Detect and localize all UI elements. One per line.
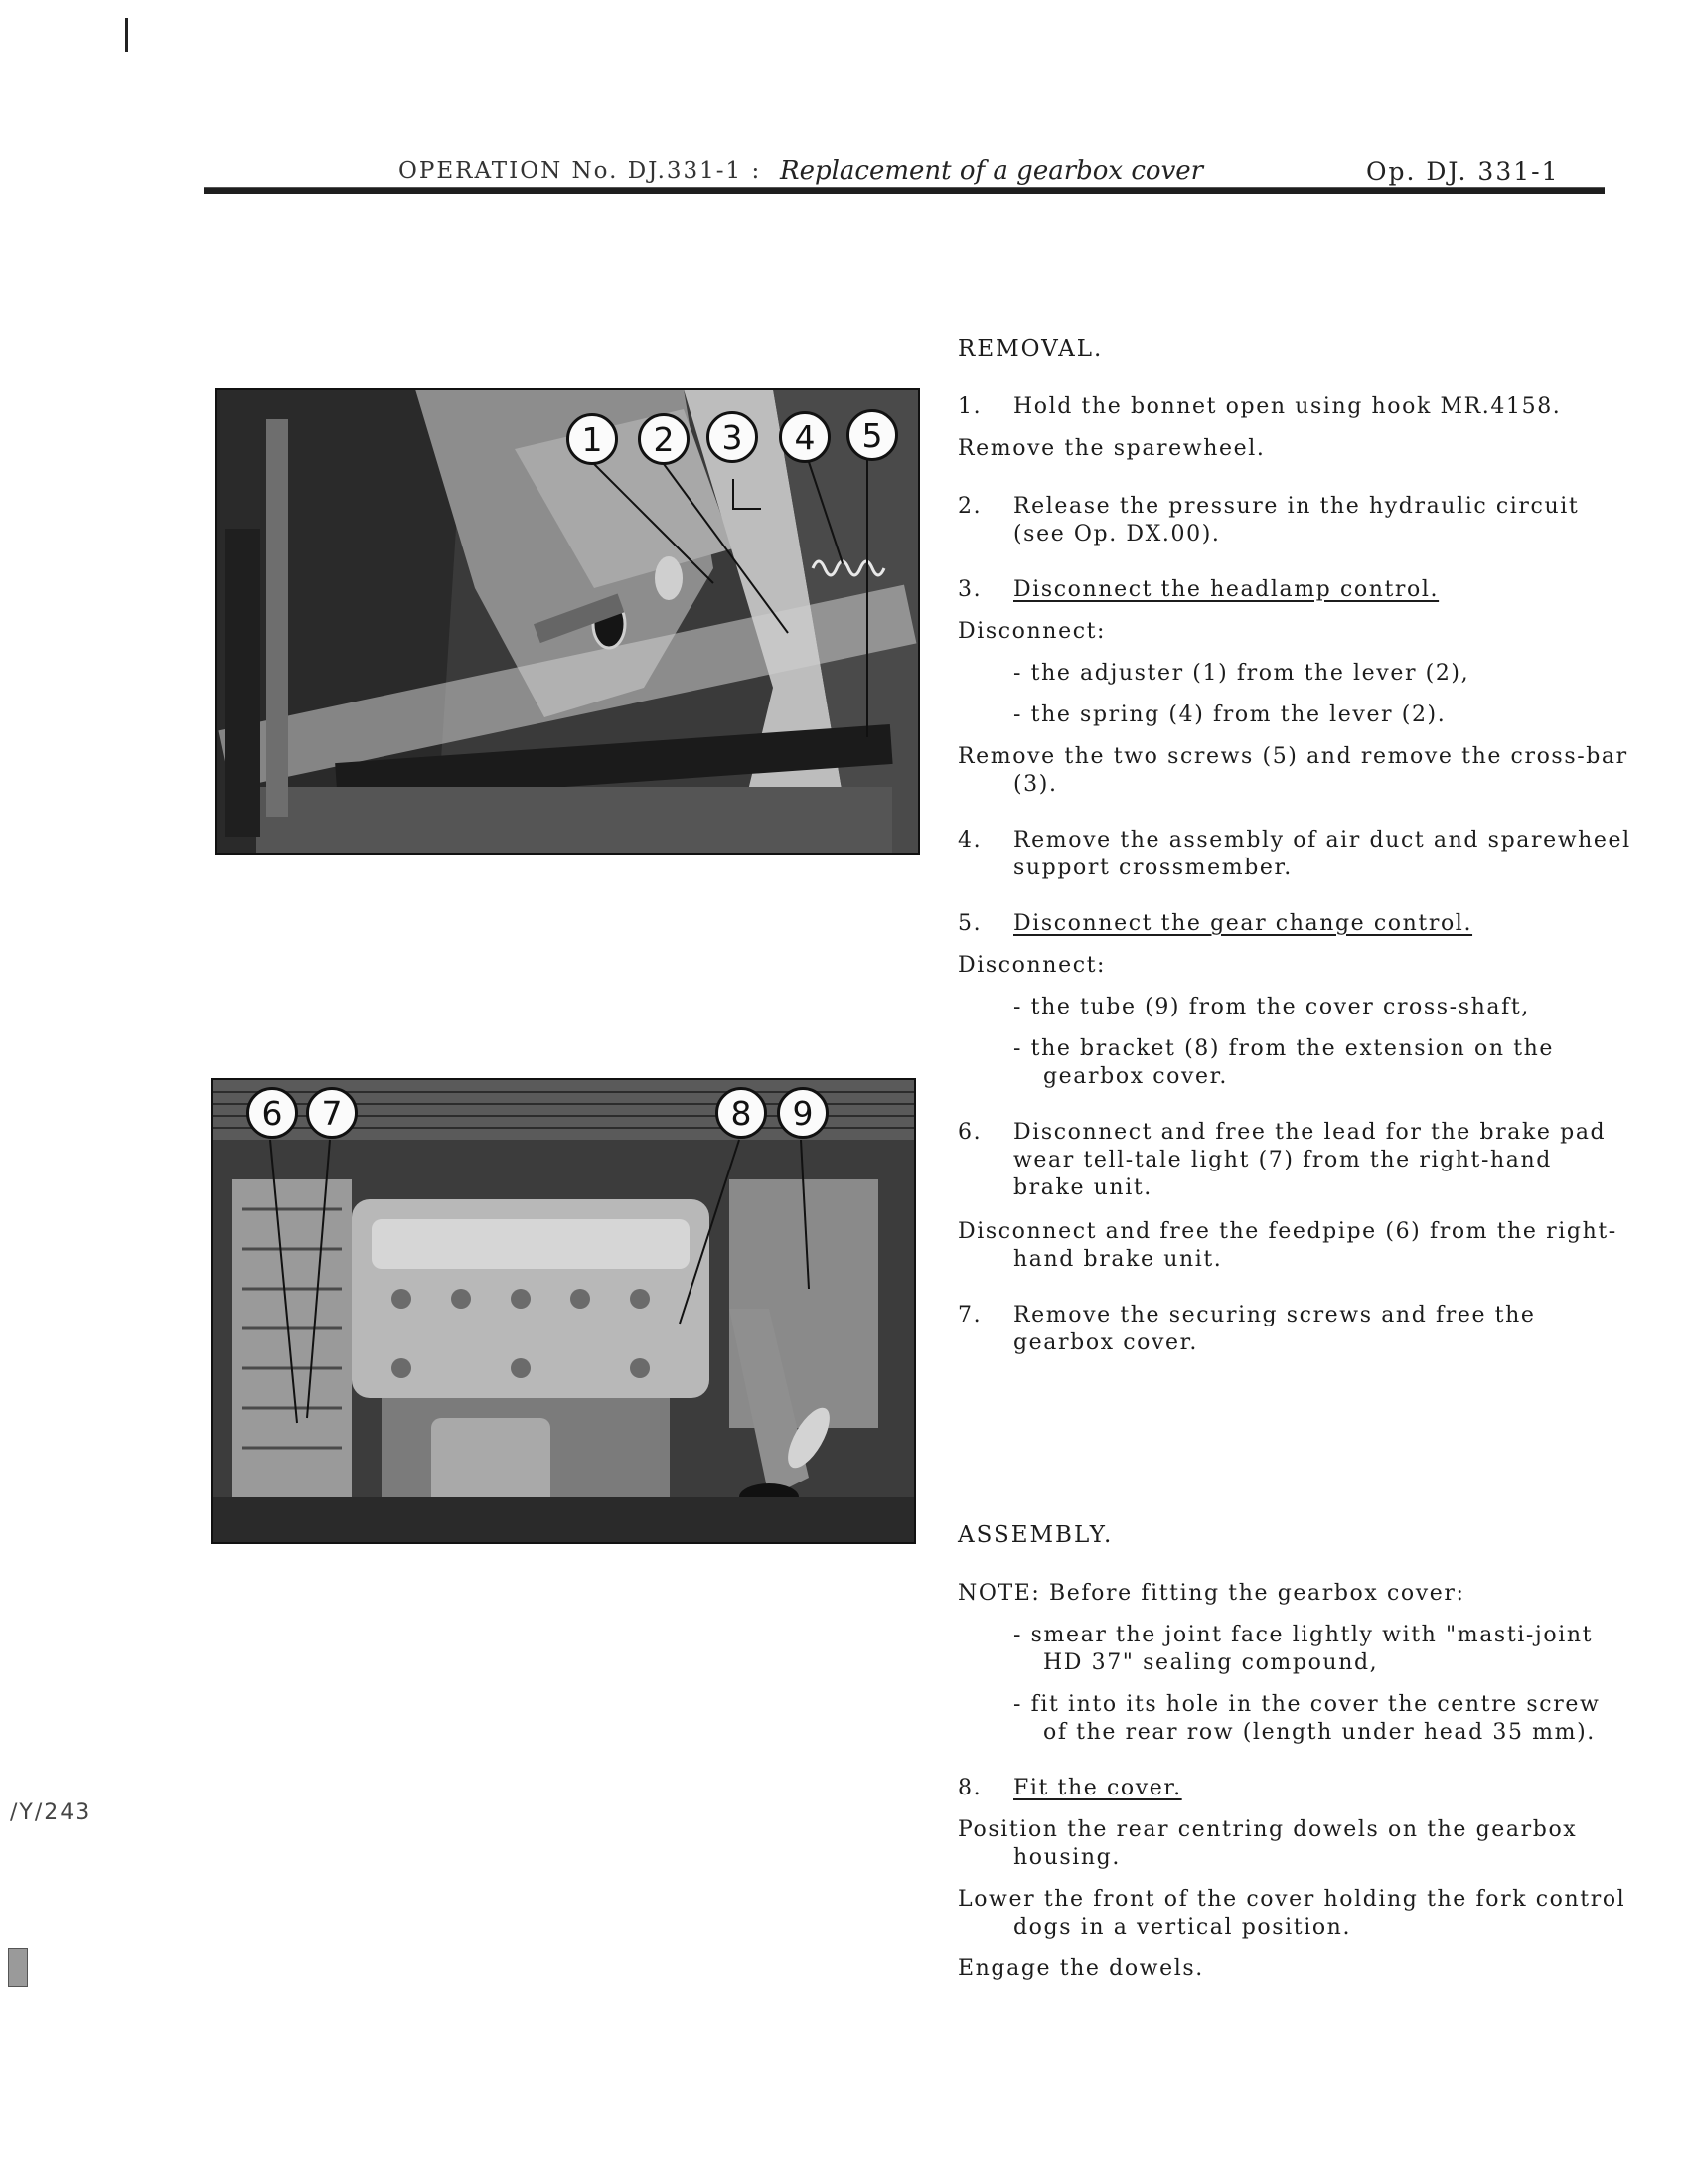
callout-8: 8	[715, 1087, 767, 1139]
step-3	[958, 576, 1653, 606]
callout-7: 7	[306, 1087, 358, 1139]
step-1-paragraph: Remove the sparewheel.	[958, 436, 1266, 461]
disconnect-label: Disconnect:	[958, 619, 1107, 644]
step-7	[958, 1302, 1653, 1361]
callout-5: 5	[846, 409, 898, 461]
callout-3: 3	[706, 411, 758, 463]
list-item	[1013, 1622, 1649, 1681]
paragraph-line: (3).	[1013, 772, 1058, 797]
step-number: 3.	[958, 577, 983, 602]
step-number: 4.	[958, 828, 983, 853]
page-header	[204, 154, 1605, 194]
step-text: (see Op. DX.00).	[1013, 522, 1221, 546]
step-text: Disconnect and free the lead for the brake pad	[1013, 1120, 1607, 1145]
margin-mark	[125, 18, 128, 52]
step-5	[958, 910, 1653, 940]
list-item: - the tube (9) from the cover cross-shaft,	[1013, 995, 1530, 1019]
callout-9: 9	[777, 1087, 829, 1139]
step-text: gearbox cover.	[1013, 1330, 1198, 1355]
step-number: 7.	[958, 1303, 983, 1327]
figure-1-photo	[215, 388, 920, 855]
list-line: - smear the joint face lightly with "masti-joint	[1013, 1623, 1594, 1647]
disconnect-label: Disconnect:	[958, 953, 1107, 978]
paragraph-line: hand brake unit.	[1013, 1247, 1223, 1272]
list-item: - the adjuster (1) from the lever (2),	[1013, 661, 1470, 686]
list-item	[1013, 1691, 1649, 1751]
callout-1: 1	[566, 413, 618, 465]
removal-title: REMOVAL.	[958, 336, 1104, 362]
step-text: Hold the bonnet open using hook MR.4158.	[1013, 394, 1562, 419]
list-item: - the spring (4) from the lever (2).	[1013, 702, 1447, 727]
step-number: 5.	[958, 911, 983, 936]
header-op-ref: Op. DJ. 331-1	[1366, 157, 1560, 186]
step-number: 8.	[958, 1776, 983, 1800]
step-text: support crossmember.	[1013, 856, 1293, 880]
list-line: HD 37" sealing compound,	[1043, 1650, 1379, 1675]
list-line: - the bracket (8) from the extension on the	[1013, 1036, 1555, 1061]
assembly-note: NOTE: Before fitting the gearbox cover:	[958, 1581, 1465, 1606]
step-8	[958, 1775, 1653, 1804]
figure-2-photo	[211, 1078, 916, 1544]
assembly-paragraph: Engage the dowels.	[958, 1956, 1204, 1981]
callout-2: 2	[638, 413, 690, 465]
step-4	[958, 827, 1653, 886]
step-text: Remove the securing screws and free the	[1013, 1303, 1536, 1327]
paragraph-line: Disconnect and free the feedpipe (6) from the right-	[958, 1219, 1617, 1244]
step-heading: Disconnect the headlamp control.	[1013, 577, 1440, 602]
step-6	[958, 1119, 1653, 1206]
step-text: wear tell-tale light (7) from the right-hand	[1013, 1148, 1552, 1172]
paragraph-line: dogs in a vertical position.	[1013, 1915, 1352, 1940]
header-rule	[204, 187, 1605, 194]
step-number: 2.	[958, 494, 983, 519]
step-text: brake unit.	[1013, 1175, 1152, 1200]
paragraph-line: housing.	[1013, 1845, 1121, 1870]
step-6-paragraph	[958, 1218, 1653, 1278]
list-item	[1013, 1035, 1629, 1095]
step-2	[958, 493, 1653, 552]
assembly-paragraph	[958, 1886, 1673, 1946]
list-line: gearbox cover.	[1043, 1064, 1228, 1089]
step-heading: Disconnect the gear change control.	[1013, 911, 1473, 936]
step-text: Remove the assembly of air duct and sparewheel	[1013, 828, 1631, 853]
list-line: - fit into its hole in the cover the centre screw	[1013, 1692, 1601, 1717]
step-text: Release the pressure in the hydraulic circuit	[1013, 494, 1580, 519]
step-1	[958, 393, 1653, 423]
step-number: 1.	[958, 394, 983, 419]
figure-2-illustration	[213, 1080, 914, 1542]
side-mark	[8, 1948, 28, 1987]
list-line: of the rear row (length under head 35 mm).	[1043, 1720, 1596, 1745]
assembly-title: ASSEMBLY.	[958, 1522, 1114, 1548]
paragraph-line: Remove the two screws (5) and remove the cross-bar	[958, 744, 1628, 769]
paragraph-line: Lower the front of the cover holding the fork control	[958, 1887, 1626, 1912]
step-3-paragraph	[958, 743, 1653, 803]
paragraph-line: Position the rear centring dowels on the gearbox	[958, 1817, 1578, 1842]
assembly-paragraph	[958, 1816, 1653, 1876]
callout-4: 4	[779, 411, 831, 463]
step-heading: Fit the cover.	[1013, 1776, 1182, 1800]
header-operation: OPERATION No. DJ.331-1 :	[398, 158, 762, 184]
header-title: Replacement of a gearbox cover	[780, 156, 1204, 186]
side-reference: /Y/243	[10, 1800, 92, 1825]
step-number: 6.	[958, 1120, 983, 1145]
callout-6: 6	[246, 1087, 298, 1139]
